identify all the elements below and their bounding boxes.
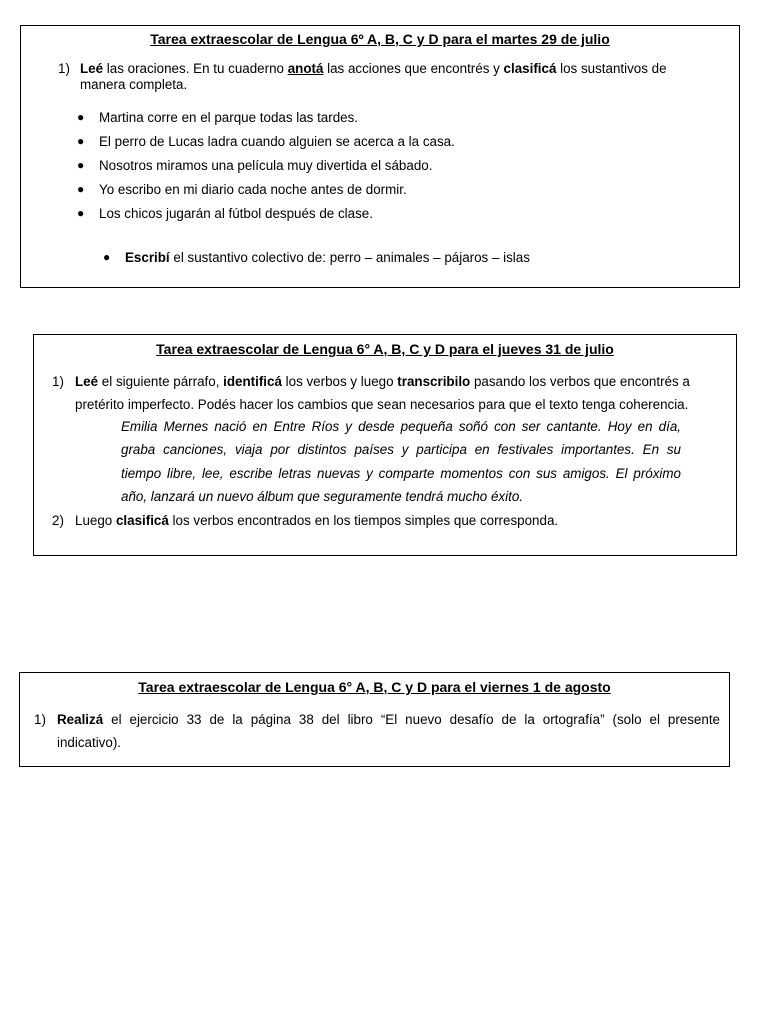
instruction-item (58, 61, 728, 93)
instruction-text: las acciones que encontrés y (323, 61, 504, 76)
instruction-item (52, 371, 732, 416)
list-item (77, 158, 717, 182)
task-box-viernes (19, 672, 730, 767)
instruction-text: pretérito imperfecto. Podés hacer los cambios que sean necesarios para que el texto tenga coherencia. (75, 396, 689, 412)
bullet-icon: ● (77, 134, 85, 148)
bullet-icon: ● (103, 250, 111, 264)
list-item (77, 134, 717, 158)
verb-lee: Leé (75, 374, 99, 389)
verb-clasifica: clasificá (503, 61, 557, 76)
verb-anota: anotá (287, 61, 324, 76)
sentence-list (77, 110, 717, 230)
instruction-text: los verbos y luego (281, 374, 398, 389)
list-item (77, 182, 717, 206)
instruction-text: manera completa. (80, 77, 188, 92)
task-box-jueves (33, 334, 737, 556)
reading-paragraph (121, 415, 681, 508)
instruction-text: indicativo). (57, 734, 122, 750)
item-number: 1) (52, 374, 64, 389)
verb-identifica: identificá (223, 374, 282, 389)
task-title: Tarea extraescolar de Lengua 6° A, B, C y D para el jueves 31 de julio (156, 341, 614, 357)
bullet-icon: ● (77, 206, 85, 220)
paragraph-line: Emilia Mernes nació en Entre Ríos y desde pequeña soñó con ser cantante. Hoy en día, (121, 419, 681, 434)
instruction-text: Luego (75, 513, 116, 528)
bullet-icon: ● (77, 158, 85, 172)
item-number: 1) (58, 61, 70, 76)
sentence-text: Yo escribo en mi diario cada noche antes de dormir. (99, 182, 407, 197)
instruction-text: pasando los verbos que encontrés a (470, 374, 690, 389)
paragraph-line: año, lanzará un nuevo álbum que seguramente tendrá mucho éxito. (121, 488, 523, 504)
instruction-item (34, 709, 720, 754)
sentence-text: Martina corre en el parque todas las tardes. (99, 110, 359, 125)
instruction-text: los verbos encontrados en los tiempos simples que corresponda. (168, 513, 559, 528)
bullet-icon: ● (77, 110, 85, 124)
instruction-text: las oraciones. En tu cuaderno (103, 61, 288, 76)
instruction-text: el siguiente párrafo, (98, 374, 224, 389)
sentence-text: El perro de Lucas ladra cuando alguien se acerca a la casa. (99, 134, 455, 149)
instruction-text: los sustantivos de (556, 61, 667, 76)
item-number: 1) (34, 712, 46, 727)
task-box-martes (20, 25, 740, 288)
verb-clasifica: clasificá (115, 513, 169, 528)
sentence-text: Los chicos jugarán al fútbol después de clase. (99, 206, 373, 221)
bullet-icon: ● (77, 182, 85, 196)
list-item (77, 206, 717, 230)
paragraph-line: tiempo libre, lee, escribe letras nuevas y comparte momentos con sus amigos. El próximo (121, 465, 681, 481)
verb-transcribilo: transcribilo (397, 374, 471, 389)
instruction-text: el ejercicio 33 de la página 38 del libro “El nuevo desafío de la ortografía” (solo el presente (103, 712, 720, 727)
extra-instruction (103, 250, 723, 265)
verb-realiza: Realizá (57, 712, 104, 727)
task-title: Tarea extraescolar de Lengua 6º A, B, C y D para el martes 29 de julio (150, 31, 610, 47)
verb-lee: Leé (80, 61, 104, 76)
instruction-line (57, 709, 720, 732)
task-title: Tarea extraescolar de Lengua 6° A, B, C y D para el viernes 1 de agosto (138, 679, 611, 695)
verb-escribi: Escribí (125, 250, 170, 265)
list-item (77, 110, 717, 134)
sentence-text: Nosotros miramos una película muy divertida el sábado. (99, 158, 433, 173)
paragraph-line: graba canciones, viaja por distintos países y participa en festivales importantes. En su (121, 442, 681, 458)
instruction-text: el sustantivo colectivo de: perro – animales – pájaros – islas (169, 250, 530, 265)
item-number: 2) (52, 513, 64, 528)
instruction-item (52, 513, 732, 528)
